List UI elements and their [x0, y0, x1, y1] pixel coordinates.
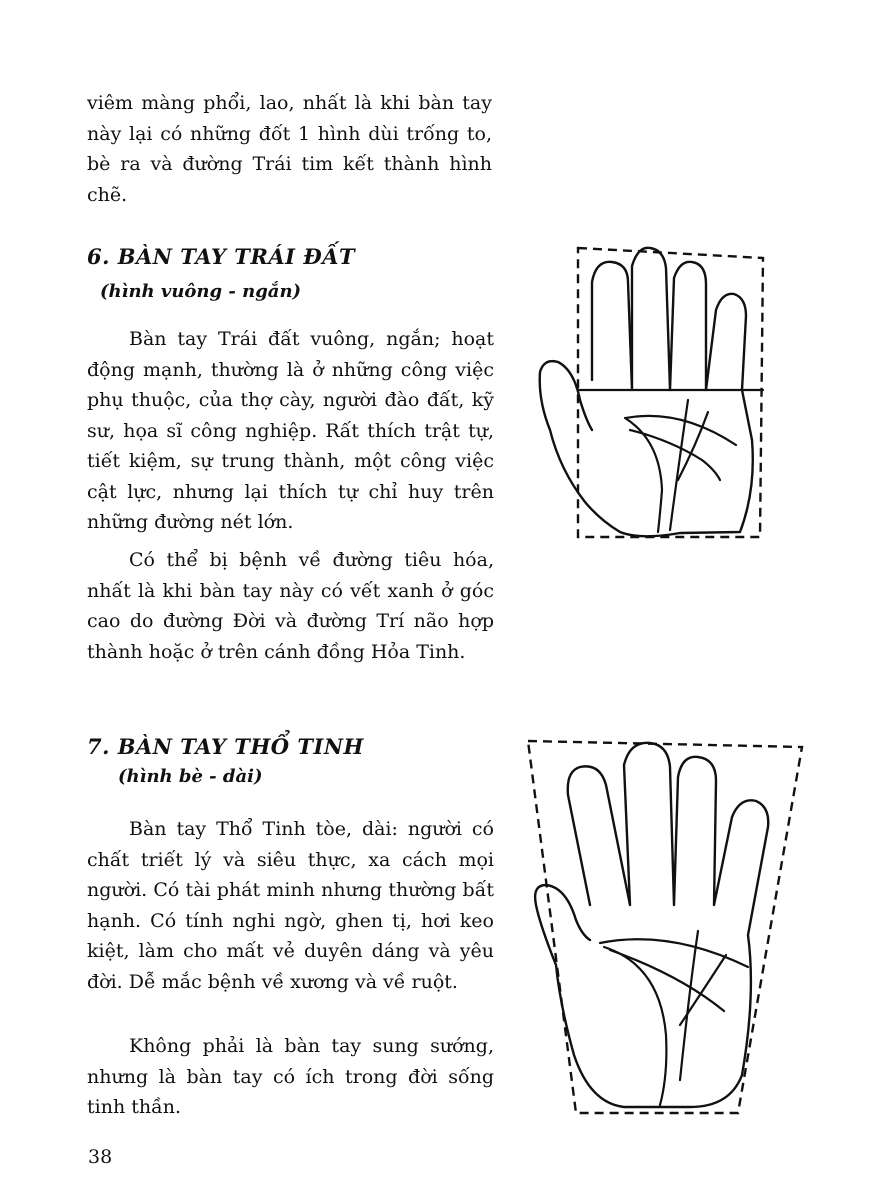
life-line — [625, 418, 662, 532]
square-frame — [578, 248, 763, 537]
section-6-paragraph-1: Bàn tay Trái đất vuông, ngắn; hoạt động mạnh, thường là ở những công việc phụ thuộc, của thợ cày, người đào đất, kỹ sư, họa sĩ công nghiệp. Rất thích trật tự, tiết kiệm, sự trung thành, một công việc cật lực, nhưng lại thích tự chỉ huy trên những đường nét lớn. — [87, 328, 494, 533]
section-6-paragraph-2: Có thể bị bệnh về đường tiêu hóa, nhất là khi bàn tay này có vết xanh ở góc cao do đường Đời và đường Trí não hợp thành hoặc ở trên cánh đồng Hỏa Tinh. — [87, 549, 494, 663]
section-7-paragraph-1: Bàn tay Thổ Tinh tòe, dài: người có chất triết lý và siêu thực, xa cách mọi người. Có tài phát minh nhưng thường bất hạnh. Có tính nghi ngờ, ghen tị, hơi keo kiệt, làm cho mất vẻ duyên dáng và yêu đời. Dễ mắc bệnh về xương và về ruột. — [87, 818, 494, 993]
cross-line — [680, 955, 726, 1025]
hand-outline — [540, 248, 753, 536]
section-7-paragraph-2: Không phải là bàn tay sung sướng, nhưng là bàn tay có ích trong đời sống tinh thần. — [87, 1035, 494, 1118]
section-6-title: 6. BÀN TAY TRÁI ĐẤT — [87, 244, 356, 269]
section-6-subtitle: (hình vuông - ngắn) — [100, 281, 302, 302]
heart-line — [626, 416, 736, 445]
heart-line — [600, 939, 748, 967]
spatulate-hand-illustration — [520, 735, 810, 1120]
head-line — [630, 430, 720, 480]
page-number: 38 — [88, 1146, 113, 1168]
intro-paragraph: viêm màng phổi, lao, nhất là khi bàn tay này lại có những đốt 1 hình dùi trống to, bè ra và đường Trái tim kết thành hình chẽ. — [87, 92, 492, 206]
section-7-subtitle: (hình bè - dài) — [118, 766, 263, 787]
fate-line — [680, 931, 698, 1080]
square-hand-illustration — [530, 240, 770, 545]
hand-outline — [535, 743, 768, 1107]
life-line — [604, 947, 666, 1105]
section-7-title: 7. BÀN TAY THỔ TINH — [87, 734, 364, 759]
